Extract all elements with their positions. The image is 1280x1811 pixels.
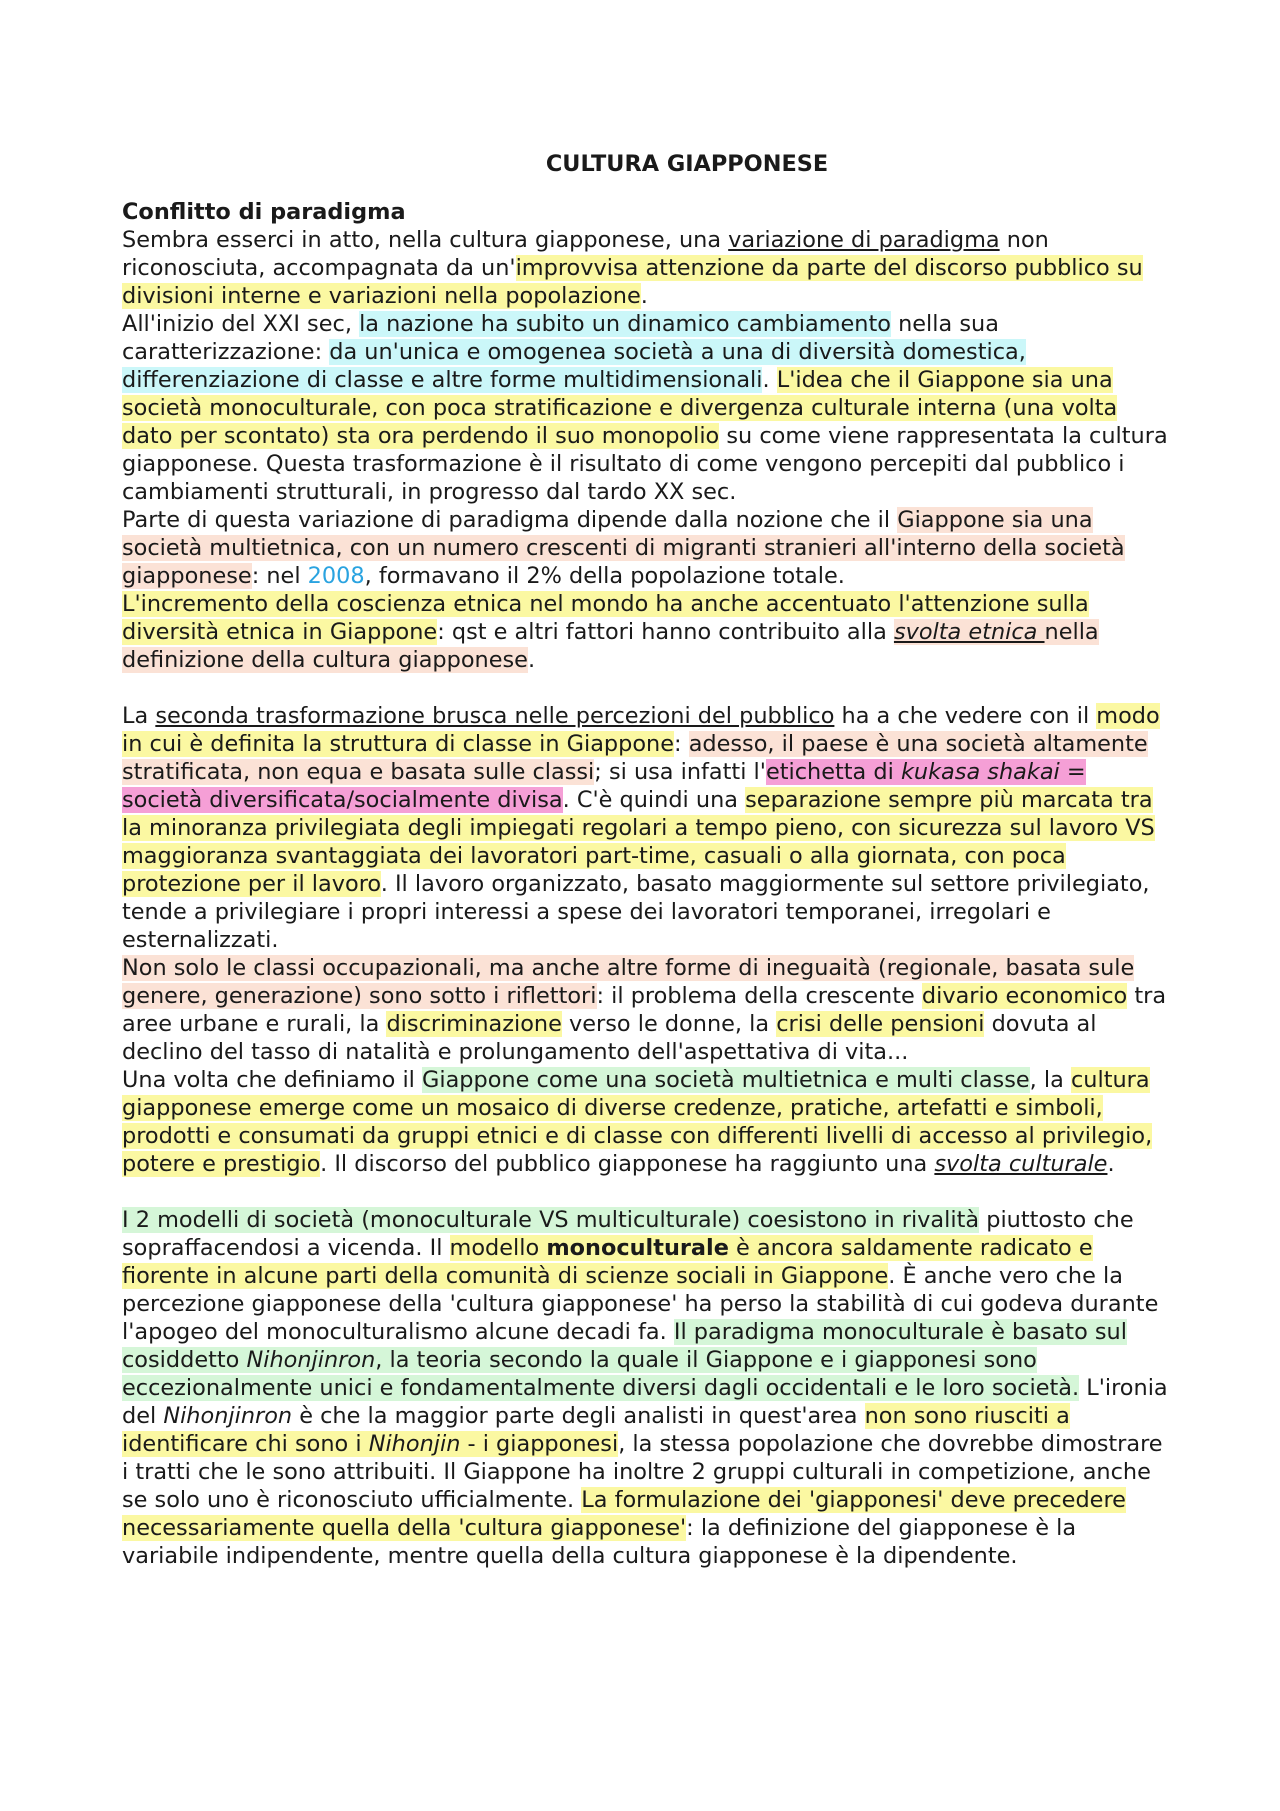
- highlighted-text-run: crisi delle pensioni: [776, 1011, 985, 1037]
- text-run: : qst e altri fattori hanno contribuito alla: [437, 619, 894, 645]
- section-heading: Conflitto di paradigma: [122, 199, 406, 225]
- highlighted-text-run: - i giapponesi: [460, 1431, 619, 1457]
- text-run: La: [122, 703, 156, 729]
- highlighted-text-run: modo in cui è definita la struttura di classe in Giappone: [122, 703, 1160, 757]
- highlighted-text-run: etichetta di: [765, 759, 901, 785]
- highlighted-text-run: svolta culturale: [934, 1151, 1108, 1177]
- highlighted-text-run: L'idea che il Giappone sia una società monoculturale, con poca stratificazione e divergenza culturale interna (una volta dato per scontato) sta ora perdendo il suo monopolio: [122, 367, 1118, 449]
- highlighted-text-run: adesso, il paese è una società altamente stratificata, non equa e basata sulle classi: [122, 731, 1148, 785]
- text-run: . Il lavoro organizzato, basato maggiormente sul settore privilegiato, tende a privilegiare i propri interessi a spese dei lavoratori temporanei, irregolari e esternalizzati.: [122, 871, 1150, 953]
- highlighted-text-run: improvvisa attenzione da parte del discorso pubblico su divisioni interne e variazioni nella popolazione: [122, 255, 1143, 309]
- highlighted-text-run: modello: [449, 1235, 547, 1261]
- text-run: L'ironia del: [122, 1375, 1168, 1429]
- paragraph: [122, 1206, 1172, 1570]
- text-run: . Il discorso del pubblico giapponese ha raggiunto una: [320, 1151, 935, 1177]
- document-title: CULTURA GIAPPONESE: [545, 151, 829, 177]
- paragraph-spacer: [122, 1178, 1172, 1206]
- text-run: :: [674, 731, 689, 757]
- text-run: . C'è quindi una: [562, 787, 746, 813]
- text-run: Parte di questa variazione di paradigma dipende dalla nozione che il: [122, 507, 898, 533]
- text-run: nella sua caratterizzazione:: [122, 311, 999, 365]
- paragraph-spacer: [122, 674, 1172, 702]
- text-run: . È anche vero che la percezione giapponese della 'cultura giapponese' ha perso la stabilità di cui godeva durante l'apogeo del monoculturalismo alcune decadi fa.: [122, 1263, 1159, 1345]
- highlighted-text-run: I 2 modelli di società (monoculturale VS multiculturale) coesistono in rivalità: [122, 1207, 980, 1233]
- text-run: , la stessa popolazione che dovrebbe dimostrare i tratti che le sono attribuiti. Il Giappone ha inoltre 2 gruppi culturali in competizione, anche se solo uno è riconosciuto ufficialmente.: [122, 1431, 1163, 1513]
- highlighted-text-run: Nihonjin: [368, 1431, 461, 1457]
- text-run: : nel: [251, 563, 308, 589]
- highlighted-text-run[interactable]: 2008: [307, 563, 365, 589]
- text-run: .: [762, 367, 777, 393]
- highlighted-text-run: cultura giapponese emerge come un mosaico di diverse credenze, pratiche, artefatti e simboli, prodotti e consumati da gruppi etnici e di classe con differenti livelli di accesso al privilegio, potere e prestigio: [122, 1067, 1153, 1177]
- paragraph: [122, 1066, 1172, 1178]
- highlighted-text-run: kukasa shakai: [900, 759, 1060, 785]
- highlighted-text-run: monoculturale: [546, 1235, 729, 1261]
- text-run: All'inizio del XXI sec,: [122, 311, 360, 337]
- paragraph: [122, 226, 1172, 310]
- highlighted-text-run: svolta etnica: [893, 619, 1045, 645]
- highlighted-text-run: variazione di paradigma: [728, 227, 1000, 253]
- highlighted-text-run: discriminazione: [386, 1011, 562, 1037]
- text-run: tra aree urbane e rurali, la: [122, 983, 1167, 1037]
- highlighted-text-run: Nihonjinron: [246, 1347, 376, 1373]
- highlighted-text-run: La formulazione dei 'giapponesi' deve precedere necessariamente quella della 'cultura giapponese': [122, 1487, 1126, 1541]
- highlighted-text-run: Giappone come una società multietnica e multi classe: [422, 1067, 1030, 1093]
- highlighted-text-run: Non solo le classi occupazionali, ma anche altre forme di ineguaità (regionale, basata sule genere, generazione) sono sotto i riflettori: [122, 955, 1135, 1009]
- paragraph: [122, 954, 1172, 1066]
- document-page: [122, 150, 1172, 1570]
- text-run: è che la maggior parte degli analisti in quest'area: [292, 1403, 865, 1429]
- highlighted-text-run: la nazione ha subito un dinamico cambiamento: [359, 311, 891, 337]
- highlighted-text-run: = società diversificata/socialmente divisa: [122, 759, 1086, 813]
- highlighted-text-run: nella definizione della cultura giapponese: [122, 619, 1099, 673]
- text-run: Sembra esserci in atto, nella cultura giapponese, una: [122, 227, 729, 253]
- highlighted-text-run: è ancora saldamente radicato e fiorente in alcune parti della comunità di scienze sociali in Giappone: [122, 1235, 1093, 1289]
- text-run: non riconosciuta, accompagnata da un': [122, 227, 1049, 281]
- highlighted-text-run: Il paradigma monoculturale è basato sul cosiddetto: [122, 1319, 1127, 1373]
- text-run: Una volta che definiamo il: [122, 1067, 423, 1093]
- highlighted-text-run: Giappone sia una società multietnica, con un numero crescenti di migranti stranieri all'interno della società giapponese: [122, 507, 1125, 589]
- highlighted-text-run: separazione sempre più marcata tra la minoranza privilegiata degli impiegati regolari a tempo pieno, con sicurezza sul lavoro VS maggioranza svantaggiata dei lavoratori part-time, casuali o alla giornata, con poca protezione per il lavoro: [122, 787, 1155, 897]
- highlighted-text-run: seconda trasformazione brusca nelle percezioni del pubblico: [155, 703, 835, 729]
- highlighted-text-run: L'incremento della coscienza etnica nel mondo ha anche accentuato l'attenzione sulla diversità etnica in Giappone: [122, 591, 1089, 645]
- highlighted-text-run: divario economico: [921, 983, 1128, 1009]
- paragraph: [122, 310, 1172, 506]
- text-run: ha a che vedere con il: [834, 703, 1097, 729]
- text-run: .: [640, 283, 648, 309]
- text-run: : la definizione del giapponese è la variabile indipendente, mentre quella della cultura giapponese è la dipendente.: [122, 1515, 1077, 1569]
- highlighted-text-run: , la teoria secondo la quale il Giappone e i giapponesi sono eccezionalmente unici e fondamentalmente diversi dagli occidentali e le loro società.: [122, 1347, 1080, 1401]
- highlighted-text-run: non sono riusciti a identificare chi sono i: [122, 1403, 1070, 1457]
- text-run: dovuta al declino del tasso di natalità e prolungamento dell'aspettativa di vita...: [122, 1011, 1097, 1065]
- paragraph: [122, 702, 1172, 954]
- text-run: ; si usa infatti l': [594, 759, 766, 785]
- paragraph: [122, 506, 1172, 590]
- paragraph: [122, 590, 1172, 674]
- text-run: : il problema della crescente: [596, 983, 922, 1009]
- text-run: piuttosto che sopraffacendosi a vicenda. Il: [122, 1207, 1134, 1261]
- text-run: .: [1107, 1151, 1115, 1177]
- text-run: .: [527, 647, 536, 673]
- text-run: verso le donne, la: [561, 1011, 777, 1037]
- highlighted-text-run: Nihonjinron: [163, 1403, 293, 1429]
- highlighted-text-run: da un'unica e omogenea società a una di diversità domestica, differenziazione di classe e altre forme multidimensionali: [122, 339, 1026, 393]
- text-run: , formavano il 2% della popolazione totale.: [364, 563, 845, 589]
- text-run: su come viene rappresentata la cultura giapponese. Questa trasformazione è il risultato di come vengono percepiti dal pubblico i cambiamenti strutturali, in progresso dal tardo XX sec.: [122, 423, 1168, 505]
- text-run: , la: [1029, 1067, 1071, 1093]
